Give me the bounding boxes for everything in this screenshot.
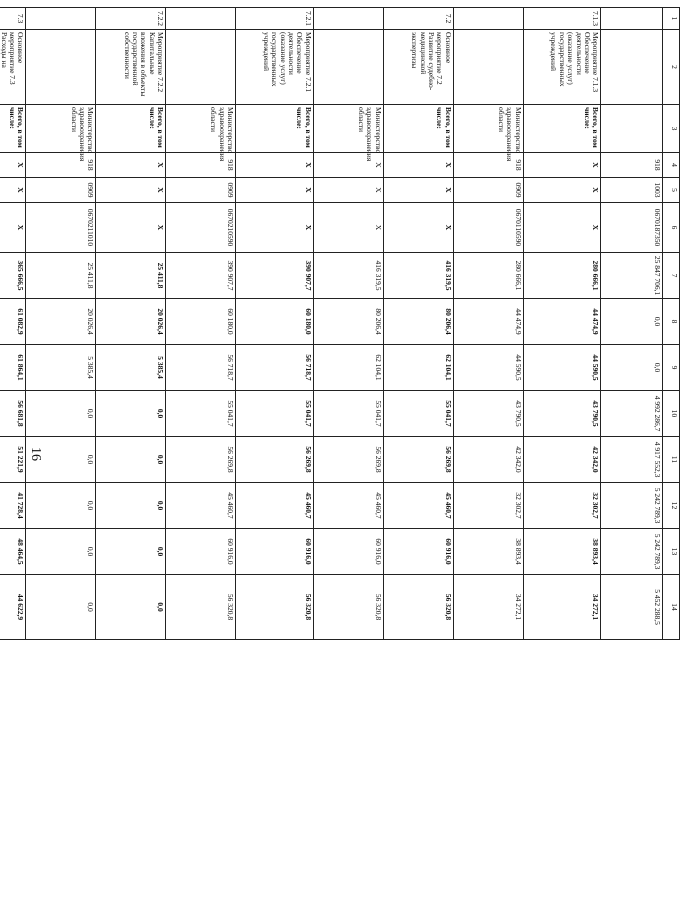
amount-cell: 25 411,8 [26,253,96,299]
amount-cell: 390 907,7 [236,253,314,299]
budget-code-cell: X [0,153,26,178]
table-row [313,8,383,640]
amount-cell: 41 728,4 [0,483,26,529]
budget-table [0,7,680,640]
table-row [96,8,166,640]
amount-cell: 45 460,7 [166,483,236,529]
col-number: 12 [662,483,679,529]
amount-cell: 44 590,5 [523,345,601,391]
amount-cell: 34 272,1 [523,575,601,640]
col-number: 3 [662,105,679,153]
amount-cell: 365 666,5 [0,253,26,299]
amount-cell: 0,0 [601,299,662,345]
amount-cell: 62 104,1 [383,345,453,391]
table-row [26,8,96,640]
amount-cell: 25 411,8 [96,253,166,299]
amount-cell: 32 302,7 [453,483,523,529]
activity-name-cell [601,30,662,105]
budget-code-cell: 0670210590 [166,203,236,253]
amount-cell: 80 206,4 [383,299,453,345]
budget-code-cell: 0909 [453,178,523,203]
row-number-cell [26,8,96,30]
budget-code-cell: 0670211010 [26,203,96,253]
amount-cell: 5 242 789,3 [601,529,662,575]
amount-cell: 48 464,5 [0,529,26,575]
amount-cell: 416 319,5 [383,253,453,299]
budget-code-cell: X [236,153,314,178]
amount-cell: 51 221,9 [0,437,26,483]
amount-cell: 45 460,7 [236,483,314,529]
col-number: 4 [662,153,679,178]
amount-cell: 416 319,5 [313,253,383,299]
rotated-table-wrapper [0,7,680,639]
activity-name-cell: Основное мероприятие 7.2 Развитие судебно-медицинской экспертизы [383,30,453,105]
budget-code-cell: X [523,203,601,253]
amount-cell: 0,0 [96,483,166,529]
budget-code-cell: X [96,178,166,203]
table-row [453,8,523,640]
row-number-cell: 7.2.1 [236,8,314,30]
budget-code-cell: 0670110590 [453,203,523,253]
responsible-cell: Министерство здравоохранения области [313,105,383,153]
amount-cell: 0,0 [26,529,96,575]
amount-cell: 390 907,7 [166,253,236,299]
amount-cell: 60 180,0 [166,299,236,345]
activity-name-cell: Мероприятие 7.2.1 Обеспечение деятельности (оказание услуг) государственных учреждений [236,30,314,105]
col-number: 2 [662,30,679,105]
amount-cell: 38 893,4 [523,529,601,575]
responsible-cell: Всего, в том числе: [96,105,166,153]
amount-cell: 56 718,7 [166,345,236,391]
row-number-cell: 7.2.2 [96,8,166,30]
amount-cell: 60 180,0 [236,299,314,345]
budget-code-cell: 918 [26,153,96,178]
responsible-cell: Всего, в том числе: [523,105,601,153]
responsible-cell: Всего, в том числе: [0,105,26,153]
amount-cell: 0,0 [26,575,96,640]
amount-cell: 280 666,1 [453,253,523,299]
amount-cell: 38 893,4 [453,529,523,575]
responsible-cell: Всего, в том числе: [383,105,453,153]
budget-code-cell: X [236,178,314,203]
col-number: 11 [662,437,679,483]
amount-cell: 56 269,8 [383,437,453,483]
table-row [383,8,453,640]
amount-cell: 5 385,4 [96,345,166,391]
budget-code-cell: X [236,203,314,253]
amount-cell: 56 269,8 [313,437,383,483]
col-number: 9 [662,345,679,391]
amount-cell: 45 460,7 [313,483,383,529]
budget-code-cell: X [96,203,166,253]
page-number: 16 [28,447,43,461]
col-number: 7 [662,253,679,299]
amount-cell: 55 041,7 [313,391,383,437]
amount-cell: 61 864,1 [0,345,26,391]
amount-cell: 45 460,7 [383,483,453,529]
amount-cell: 0,0 [96,437,166,483]
amount-cell: 56 269,8 [236,437,314,483]
budget-code-cell: X [383,203,453,253]
amount-cell: 44 474,9 [453,299,523,345]
amount-cell: 60 916,0 [383,529,453,575]
amount-cell: 0,0 [96,391,166,437]
budget-code-cell: X [383,178,453,203]
budget-code-cell: X [523,178,601,203]
budget-code-cell: X [313,178,383,203]
amount-cell: 0,0 [96,529,166,575]
amount-cell: 44 474,9 [523,299,601,345]
amount-cell: 20 026,4 [26,299,96,345]
amount-cell: 80 206,4 [313,299,383,345]
table-row [601,8,662,640]
row-number-cell: 7.1.3 [523,8,601,30]
row-number-cell [166,8,236,30]
amount-cell: 55 041,7 [166,391,236,437]
table-row [236,8,314,640]
responsible-cell: Всего, в том числе: [236,105,314,153]
col-number: 1 [662,8,679,30]
budget-code-cell: X [313,203,383,253]
budget-code-cell: 918 [601,153,662,178]
amount-cell: 5 385,4 [26,345,96,391]
responsible-cell: Министерство здравоохранения области [26,105,96,153]
amount-cell: 4 992 286,7 [601,391,662,437]
amount-cell: 56 320,8 [166,575,236,640]
budget-code-cell: 1003 [601,178,662,203]
table-row [166,8,236,640]
activity-name-cell [26,30,96,105]
amount-cell: 43 790,5 [523,391,601,437]
amount-cell: 60 916,0 [313,529,383,575]
budget-code-cell: X [96,153,166,178]
budget-code-cell: 0670187350 [601,203,662,253]
budget-code-cell: X [523,153,601,178]
row-number-cell: 7.2 [383,8,453,30]
col-number: 6 [662,203,679,253]
amount-cell: 55 041,7 [236,391,314,437]
col-number: 10 [662,391,679,437]
row-number-cell: 7.3 [0,8,26,30]
activity-name-cell [313,30,383,105]
activity-name-cell [453,30,523,105]
budget-code-cell: 918 [453,153,523,178]
amount-cell: 44 590,5 [453,345,523,391]
table-row [0,8,26,640]
amount-cell: 0,0 [26,483,96,529]
responsible-cell [601,105,662,153]
row-number-cell [601,8,662,30]
col-number: 13 [662,529,679,575]
amount-cell: 5 452 288,5 [601,575,662,640]
amount-cell: 34 272,1 [453,575,523,640]
amount-cell: 42 342,0 [523,437,601,483]
amount-cell: 20 026,4 [96,299,166,345]
amount-cell: 0,0 [26,437,96,483]
activity-name-cell: Мероприятие 7.1.3 Обеспечение деятельности (оказание услуг) государственных учреждений [523,30,601,105]
budget-code-cell: 918 [166,153,236,178]
budget-code-cell: 0909 [166,178,236,203]
col-number: 5 [662,178,679,203]
amount-cell: 56 320,8 [383,575,453,640]
budget-code-cell: X [313,153,383,178]
amount-cell: 43 790,5 [453,391,523,437]
amount-cell: 44 622,9 [0,575,26,640]
col-number: 14 [662,575,679,640]
amount-cell: 280 666,1 [523,253,601,299]
budget-code-cell: X [383,153,453,178]
budget-code-cell: X [0,178,26,203]
responsible-cell: Министерство здравоохранения области [166,105,236,153]
activity-name-cell: Мероприятие 7.2.2 Капитальные вложения в объекты государственной собственности [96,30,166,105]
col-number: 8 [662,299,679,345]
responsible-cell: Министерство здравоохранения области [453,105,523,153]
budget-code-cell: X [0,203,26,253]
amount-cell: 61 082,9 [0,299,26,345]
budget-code-cell: 0909 [26,178,96,203]
amount-cell: 62 104,1 [313,345,383,391]
amount-cell: 56 718,7 [236,345,314,391]
amount-cell: 0,0 [96,575,166,640]
amount-cell: 0,0 [601,345,662,391]
amount-cell: 55 041,7 [383,391,453,437]
amount-cell: 56 320,8 [236,575,314,640]
amount-cell: 25 847 706,1 [601,253,662,299]
column-number-row [662,8,679,640]
amount-cell: 4 917 552,3 [601,437,662,483]
amount-cell: 56 681,8 [0,391,26,437]
activity-name-cell [166,30,236,105]
amount-cell: 5 242 789,3 [601,483,662,529]
amount-cell: 0,0 [26,391,96,437]
row-number-cell [313,8,383,30]
row-number-cell [453,8,523,30]
amount-cell: 56 269,8 [166,437,236,483]
table-row [523,8,601,640]
amount-cell: 32 302,7 [523,483,601,529]
activity-name-cell: Основное мероприятие 7.3 Расходы на [0,30,26,105]
amount-cell: 60 916,0 [236,529,314,575]
amount-cell: 56 320,8 [313,575,383,640]
amount-cell: 42 342,0 [453,437,523,483]
amount-cell: 60 916,0 [166,529,236,575]
